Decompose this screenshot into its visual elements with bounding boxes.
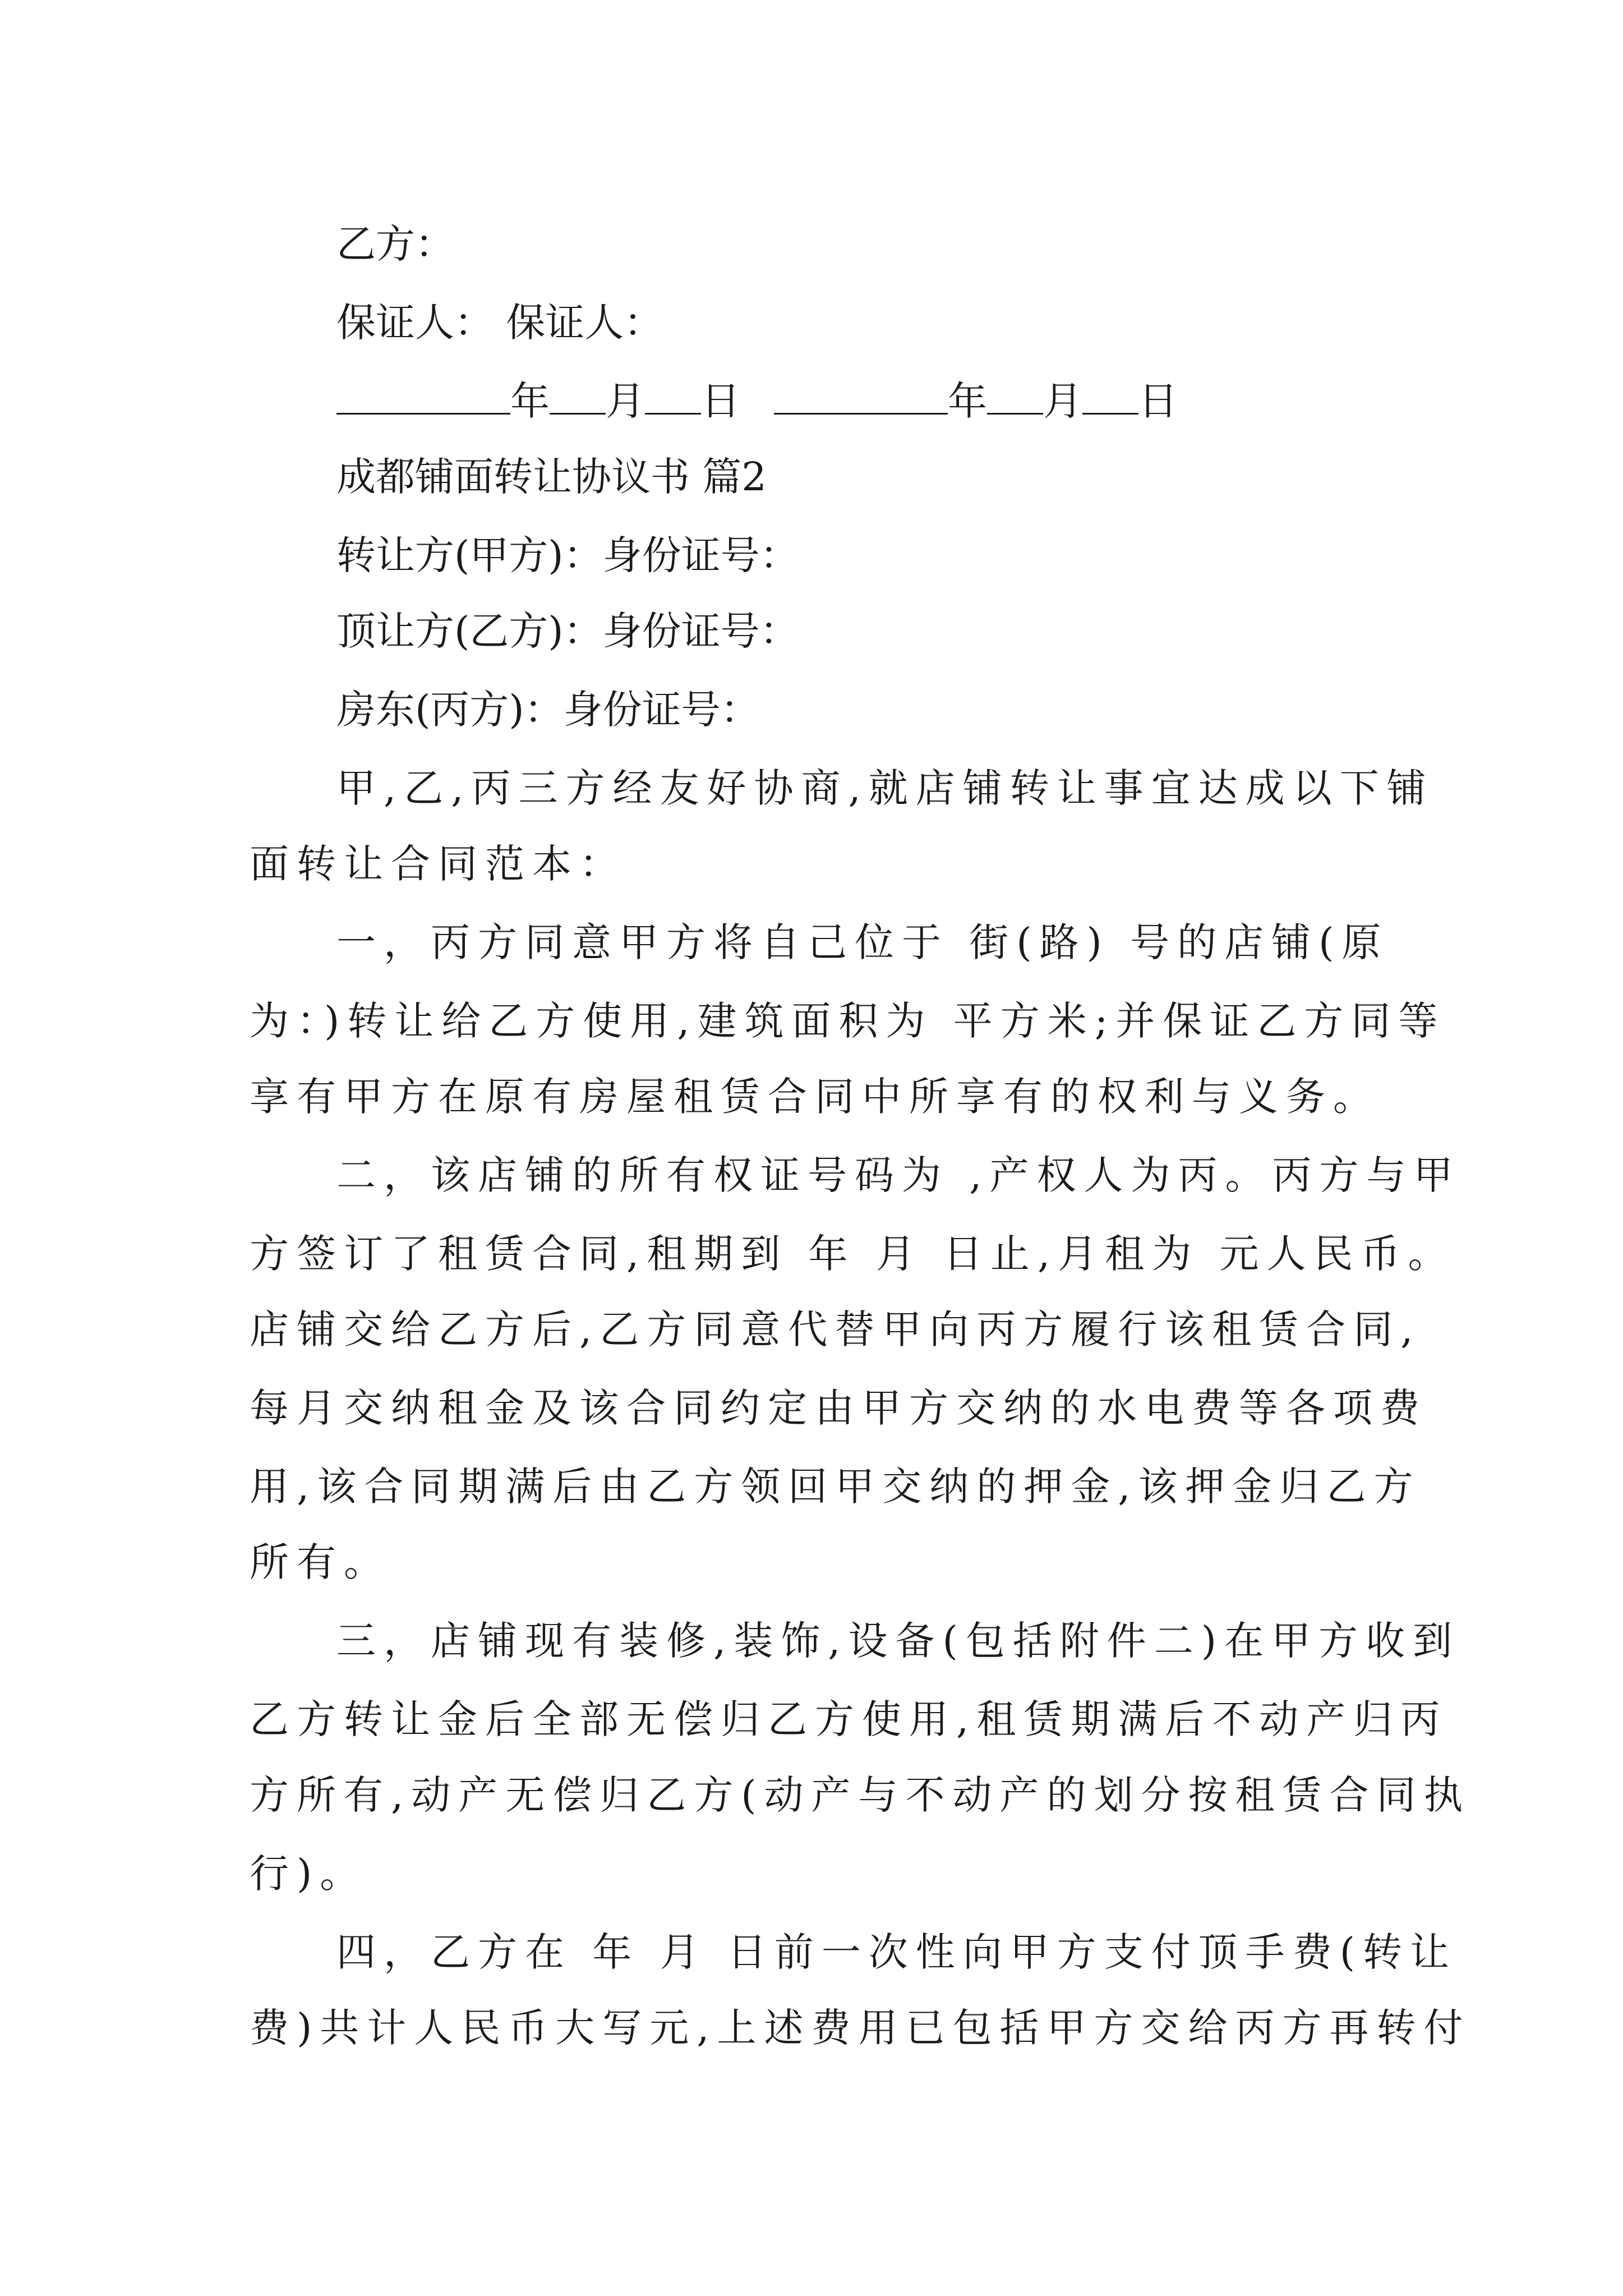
- day-blank-1: [645, 379, 701, 415]
- month-blank-1: [550, 379, 606, 415]
- clause2-line-1: 二，该店铺的所有权证号码为 ,产权人为丙。丙方与甲: [336, 1152, 1461, 1198]
- section-title: 成都铺面转让协议书 篇2: [336, 454, 767, 500]
- clause1-line-3: 享有甲方在原有房屋租赁合同中所享有的权利与义务。: [250, 1074, 1380, 1120]
- clause3-line-3: 方所有,动产无偿归乙方(动产与不动产的划分按租赁合同执: [250, 1772, 1471, 1818]
- clause4-line-1: 四，乙方在 年 月 日前一次性向甲方支付顶手费(转让: [336, 1929, 1458, 1975]
- clause2-line-3: 店铺交给乙方后,乙方同意代替甲向丙方履行该租赁合同,: [250, 1306, 1421, 1352]
- clause1-line-1: 一，丙方同意甲方将自己位于 街(路) 号的店铺(原: [336, 919, 1389, 965]
- year-blank-1: [336, 379, 510, 415]
- transferor-line: 转让方(甲方)：身份证号：: [336, 532, 799, 578]
- intro-line-1: 甲,乙,丙三方经友好协商,就店铺转让事宜达成以下铺: [336, 765, 1434, 811]
- party-b-signature: 乙方：: [336, 221, 454, 267]
- year-blank-2: [774, 379, 948, 415]
- date-line: [336, 373, 1178, 429]
- clause2-line-4: 每月交纳租金及该合同约定由甲方交纳的水电费等各项费: [250, 1385, 1427, 1431]
- clause1-line-2: 为：)转让给乙方使用,建筑面积为 平方米;并保证乙方同等: [250, 998, 1446, 1044]
- clause4-line-2: 费)共计人民币大写元,上述费用已包括甲方交给丙方再转付: [250, 2005, 1471, 2051]
- month-blank-2: [987, 379, 1043, 415]
- landlord-line: 房东(丙方)：身份证号：: [336, 687, 760, 733]
- year-label-2: 年: [948, 378, 987, 424]
- clause2-line-6: 所有。: [250, 1539, 391, 1585]
- clause3-line-1: 三，店铺现有装修,装饰,设备(包括附件二)在甲方收到: [336, 1618, 1460, 1664]
- clause3-line-2: 乙方转让金后全部无偿归乙方使用,租赁期满后不动产归丙: [250, 1696, 1448, 1742]
- intro-line-2: 面转让合同范本：: [250, 841, 626, 887]
- transferee-line: 顶让方(乙方)：身份证号：: [336, 608, 799, 654]
- clause3-line-4: 行)。: [250, 1851, 367, 1897]
- month-label-1: 月: [606, 378, 645, 424]
- clause2-line-2: 方签订了租赁合同,租期到 年 月 日止,月租为 元人民币。: [250, 1231, 1455, 1277]
- month-label-2: 月: [1043, 378, 1082, 424]
- day-label-1: 日: [701, 378, 740, 424]
- day-label-2: 日: [1138, 378, 1178, 424]
- year-label-1: 年: [510, 378, 550, 424]
- guarantor-signatures: 保证人： 保证人：: [336, 300, 663, 346]
- day-blank-2: [1082, 379, 1138, 415]
- clause2-line-5: 用,该合同期满后由乙方领回甲交纳的押金,该押金归乙方: [250, 1464, 1421, 1510]
